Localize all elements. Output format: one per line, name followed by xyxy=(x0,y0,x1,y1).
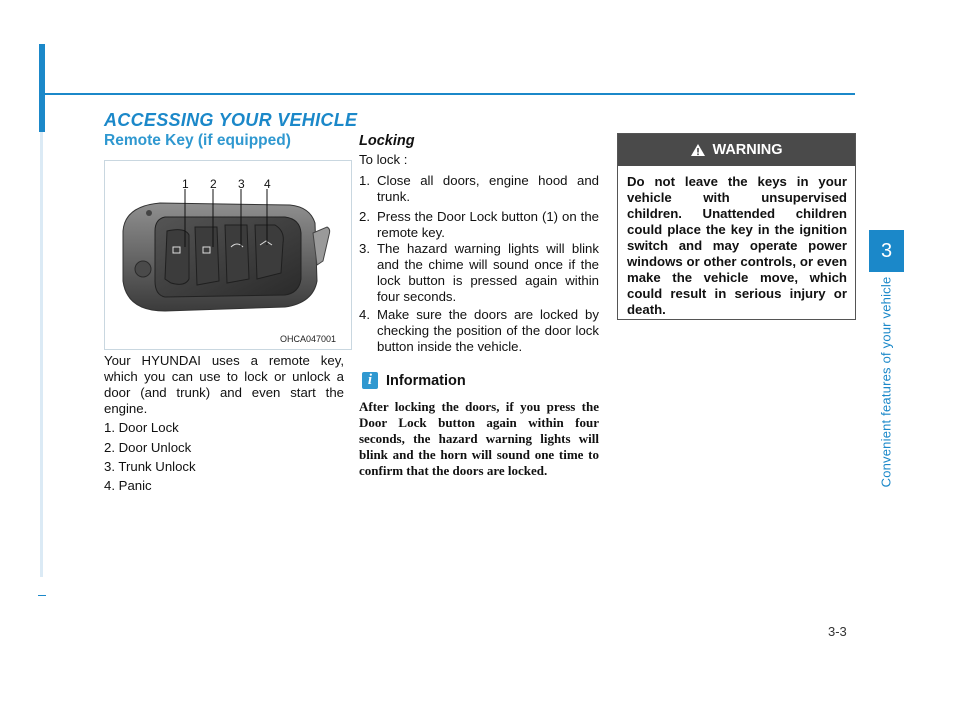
list-item-door-lock: 1. Door Lock xyxy=(104,420,179,435)
locking-step-4 xyxy=(359,307,599,355)
warning-header xyxy=(618,134,855,166)
locking-step-1 xyxy=(359,173,599,205)
step-text: The hazard warning lights will blink and the chime will sound once if the lock button is pressed again within four seconds. xyxy=(377,241,599,304)
information-heading: Information xyxy=(386,373,466,389)
to-lock-label: To lock : xyxy=(359,152,408,167)
top-rule xyxy=(45,93,855,95)
step-text: Make sure the doors are locked by checking the position of the door lock button inside the vehicle. xyxy=(377,307,599,354)
left-tick-mark xyxy=(38,595,46,596)
left-margin-bar xyxy=(40,132,43,577)
step-number: 1. xyxy=(359,173,370,188)
callout-3: 3 xyxy=(238,177,245,191)
step-number: 2. xyxy=(359,209,370,224)
warning-text: Do not leave the keys in your vehicle with unsupervised children. Unattended children could place the key in the ignition switch and may operate power windows or other controls, or even make the vehicle move, which could result in serious injury or death. xyxy=(627,174,847,317)
information-text: After locking the doors, if you press the Door Lock button again within four seconds, the hazard warning lights will blink and the horn will sound one time to confirm that the doors are locked. xyxy=(359,399,599,478)
chapter-side-title: Convenient features of your vehicle xyxy=(878,276,894,488)
page-number: 3-3 xyxy=(828,624,847,639)
warning-triangle-icon xyxy=(690,143,706,157)
remote-key-figure xyxy=(104,160,352,350)
callout-1: 1 xyxy=(182,177,189,191)
callout-2: 2 xyxy=(210,177,217,191)
warning-title: WARNING xyxy=(712,142,783,158)
callout-4: 4 xyxy=(264,177,271,191)
list-item-trunk-unlock: 3. Trunk Unlock xyxy=(104,459,196,474)
step-text: Close all doors, engine hood and trunk. xyxy=(377,173,599,204)
information-icon: i xyxy=(362,372,378,389)
remote-key-illustration xyxy=(105,161,351,349)
section-heading: ACCESSING YOUR VEHICLE xyxy=(104,110,358,130)
list-item-panic: 4. Panic xyxy=(104,478,152,493)
step-number: 3. xyxy=(359,241,370,256)
chapter-tab: 3 xyxy=(869,230,904,272)
sub-heading: Remote Key (if equipped) xyxy=(104,132,291,149)
locking-step-2 xyxy=(359,209,599,241)
step-number: 4. xyxy=(359,307,370,322)
left-accent-bar xyxy=(39,44,45,132)
step-text: Press the Door Lock button (1) on the remote key. xyxy=(377,209,599,240)
intro-paragraph: Your HYUNDAI uses a remote key, which you can use to lock or unlock a door (and trunk) and even start the engine. xyxy=(104,353,344,416)
locking-heading: Locking xyxy=(359,133,415,149)
locking-step-3 xyxy=(359,241,599,305)
list-item-door-unlock: 2. Door Unlock xyxy=(104,440,192,455)
figure-code: OHCA047001 xyxy=(280,334,337,344)
